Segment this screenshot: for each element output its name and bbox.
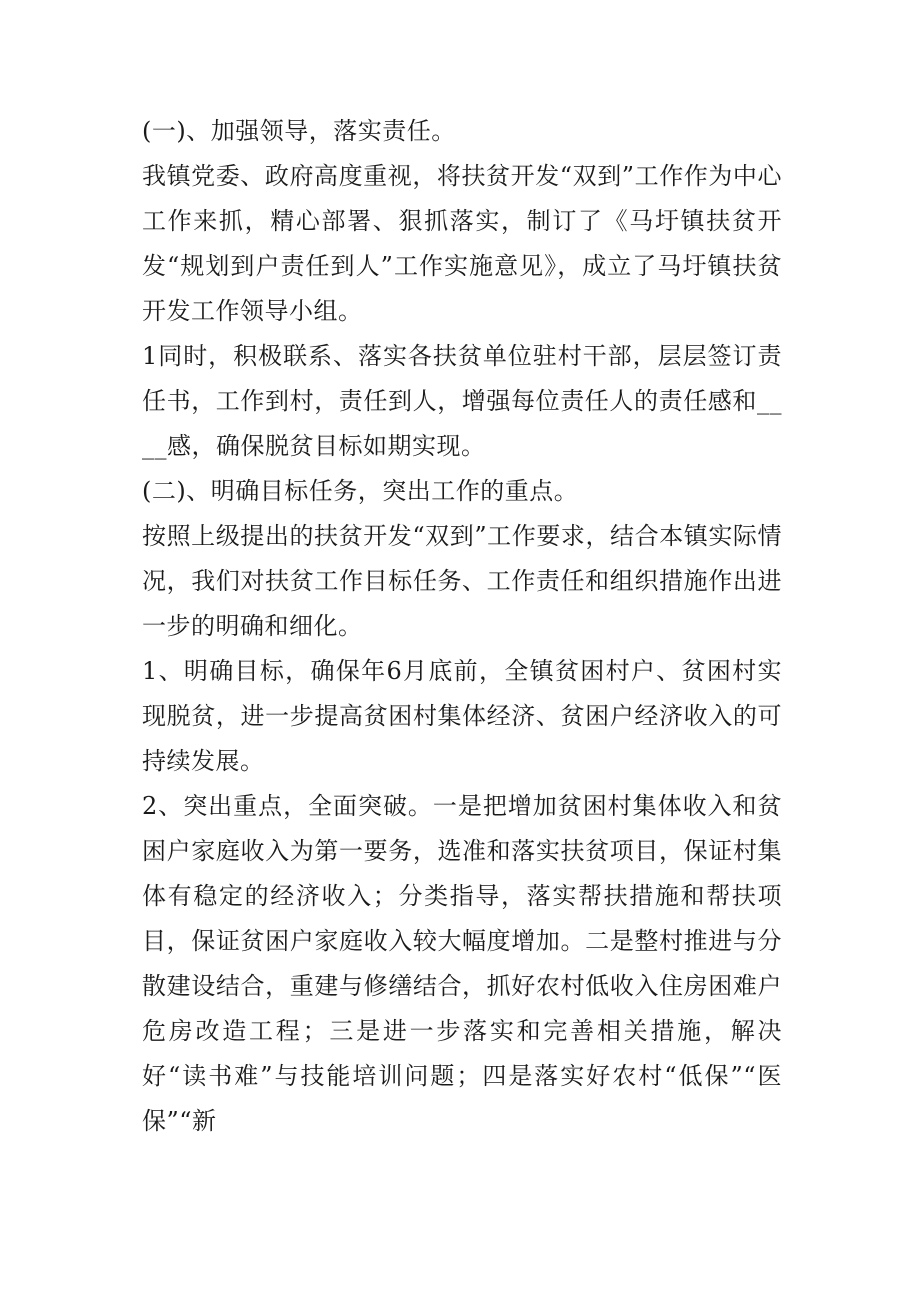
paragraph-requirements: 按照上级提出的扶贫开发“双到”工作要求，结合本镇实际情况，我们对扶贫工作目标任务、工作责任和组织措施作出进一步的明确和细化。: [142, 522, 782, 640]
document-body: [142, 109, 782, 1144]
paragraph-goal: 1、明确目标，确保年6月底前，全镇贫困村户、贫困村实现脱贫，进一步提高贫困村集体经济、贫困户经济收入的可持续发展。: [142, 657, 782, 775]
section-heading-2: (二)、明确目标任务，突出工作的重点。: [142, 477, 579, 505]
paragraph-key-points: 2、突出重点，全面突破。一是把增加贫困村集体收入和贫困户家庭收入为第一要务，选准和落实扶贫项目，保证村集体有稳定的经济收入；分类指导，落实帮扶措施和帮扶项目，保证贫困户家庭收入较大幅度增加。二是整村推进与分散建设结合，重建与修缮结合，抓好农村低收入住房困难户危房改造工程；三是进一步落实和完善相关措施，解决好“读书难”与技能培训问题；四是落实好农村“低保”“医保”“新: [142, 792, 782, 1135]
paragraph-leadership: 我镇党委、政府高度重视，将扶贫开发“双到”工作作为中心工作来抓，精心部署、狠抓落实，制订了《马圩镇扶贫开发“规划到户责任到人”工作实施意见》，成立了马圩镇扶贫开发工作领导小组。: [142, 162, 782, 325]
paragraph-responsibility: 1同时，积极联系、落实各扶贫单位驻村干部，层层签订责任书，工作到村，责任到人，增强每位责任人的责任感和____感，确保脱贫目标如期实现。: [142, 342, 782, 460]
section-heading-1: (一)、加强领导，落实责任。: [142, 117, 456, 145]
